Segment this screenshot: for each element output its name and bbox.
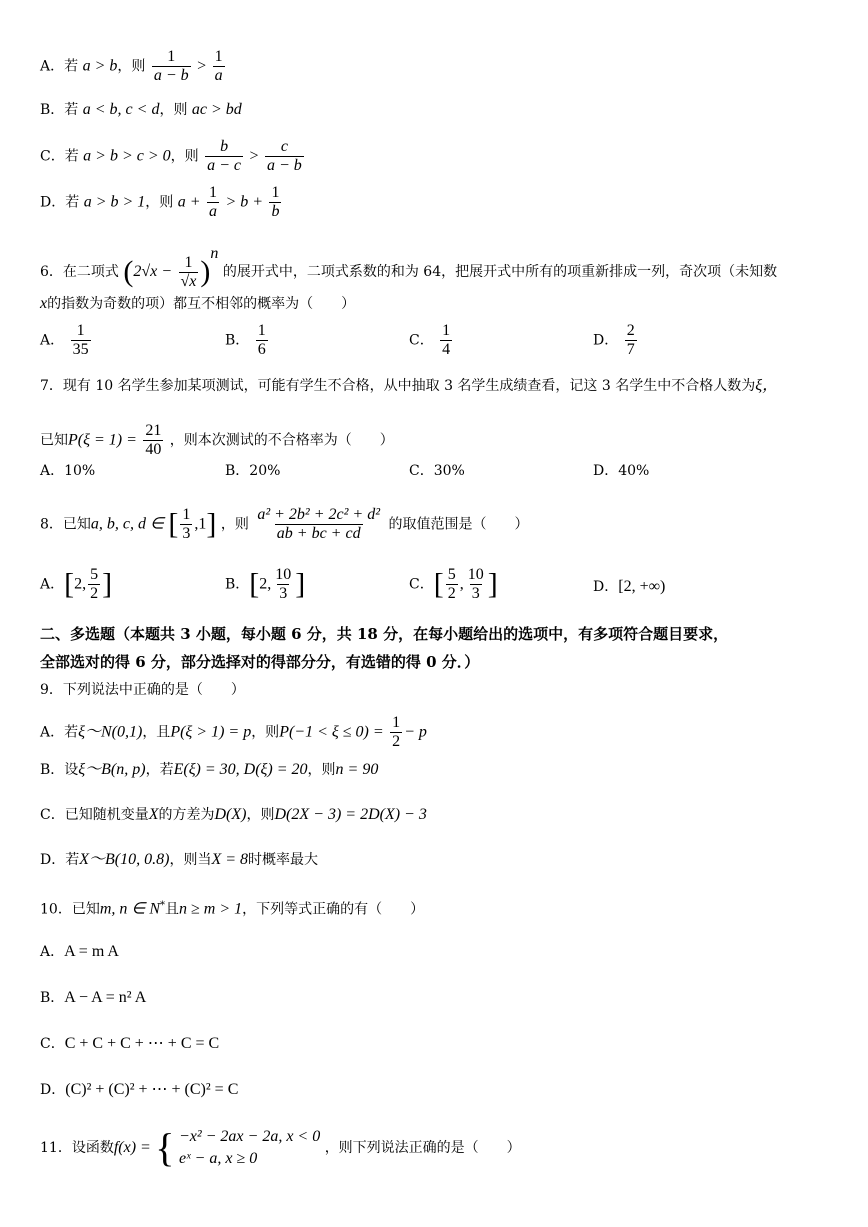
q7-option-c: C．30%	[409, 463, 465, 479]
q8-option-a: A．[2, $\frac{5}{2}$ ]	[40, 566, 113, 602]
q8-option-b: B．[2, $\frac{10}{3}$ ]	[225, 566, 306, 602]
q9-option-c: C．已知随机变量X的方差为D(X)，则D(2X − 3) = 2D(X) − 3	[40, 806, 427, 823]
q10-option-b: B．A − A = n² A	[40, 989, 147, 1006]
q9-option-a: A．若ξ～N(0,1)，且P(ξ > 1) = p，则P(−1 < ξ ≤ 0) = $\frac{1}{2}$ − p	[40, 714, 427, 750]
q10-option-c: C．C + C + C + ⋯ + C = C	[40, 1035, 220, 1052]
q7-option-a: A．10%	[40, 463, 96, 479]
q6-option-c: C． $\frac{1}{4}$	[409, 322, 451, 358]
q8-stem: 8．已知a, b, c, d ∈ [ $\frac{1}{3}$ ,1] ，则 $\frac{\text{a² + 2b² + 2c² + d²}}{ab + bc + cd}$ 的取值范围是（ ）	[40, 506, 529, 542]
q11-stem: 11．设函数f(x) = { −x² − 2ax − 2a, x < 0 eˣ − a, x ≥ 0 ，则下列说法正确的是（ ）	[40, 1125, 521, 1170]
q5-option-d: D．若 a > b > 1，则 a + $\frac{1}{a}$ > b + $\frac{1}{b}$	[40, 184, 280, 220]
section2-heading-line2: 全部选对的得 6 分，部分选择对的得部分分，有选错的得 0 分．）	[40, 653, 480, 671]
q10-option-a: A．A = m A	[40, 943, 119, 960]
q9-option-d: D．若X～B(10, 0.8)，则当X = 8时概率最大	[40, 851, 319, 868]
q6-option-a: A． $\frac{1}{35}$	[40, 322, 89, 358]
q10-option-d: D．(C)² + (C)² + ⋯ + (C)² = C	[40, 1081, 239, 1098]
q6-stem-line2: x的指数为奇数的项）都互不相邻的概率为（ ）	[40, 295, 356, 312]
q6-stem: 6．在二项式 (2√x − $\frac{1}{√x}$ )$^n$ 的展开式中，二项式系数的和为 64，把展开式中所有的项重新排成一列，奇次项（未知数	[40, 245, 778, 290]
q5-option-c: C．若 a > b > c > 0，则 $\frac{b}{a - c}$ > $\frac{c}{a - b}$	[40, 138, 302, 174]
q9-stem: 9．下列说法中正确的是（ ）	[40, 682, 245, 698]
q7-stem: 7．现有 10 名学生参加某项测试，可能有学生不合格，从中抽取 3 名学生成绩查看，记这 3 名学生中不合格人数为ξ，	[40, 377, 779, 394]
q7-option-d: D．40%	[593, 463, 650, 479]
q10-stem: 10．已知m, n ∈ N*且n ≥ m > 1，下列等式正确的有（ ）	[40, 900, 425, 918]
q8-option-c: C．[ $\frac{5}{2}$ , $\frac{10}{3}$ ]	[409, 566, 498, 602]
q5-option-a: A．若 a > b，则 $\frac{1}{a - b}$ > $\frac{1}{a}$	[40, 48, 223, 84]
q7-option-b: B．20%	[225, 463, 281, 479]
q7-stem-line2: 已知P(ξ = 1) = $\frac{21}{40}$ ，则本次测试的不合格率为（ ）	[40, 422, 394, 458]
section2-heading: 二、多选题（本题共 3 小题，每小题 6 分，共 18 分，在每小题给出的选项中，有多项符合题目要求，	[40, 625, 729, 643]
q6-option-b: B． $\frac{1}{6}$	[225, 322, 266, 358]
q8-option-d: D．[2, +∞)	[593, 578, 666, 595]
q6-option-d: D． $\frac{2}{7}$	[593, 322, 635, 358]
q5-option-b: B．若 a < b, c < d，则 ac > bd	[40, 101, 242, 118]
q9-option-b: B．设ξ～B(n, p)，若E(ξ) = 30, D(ξ) = 20，则n = 90	[40, 761, 379, 778]
